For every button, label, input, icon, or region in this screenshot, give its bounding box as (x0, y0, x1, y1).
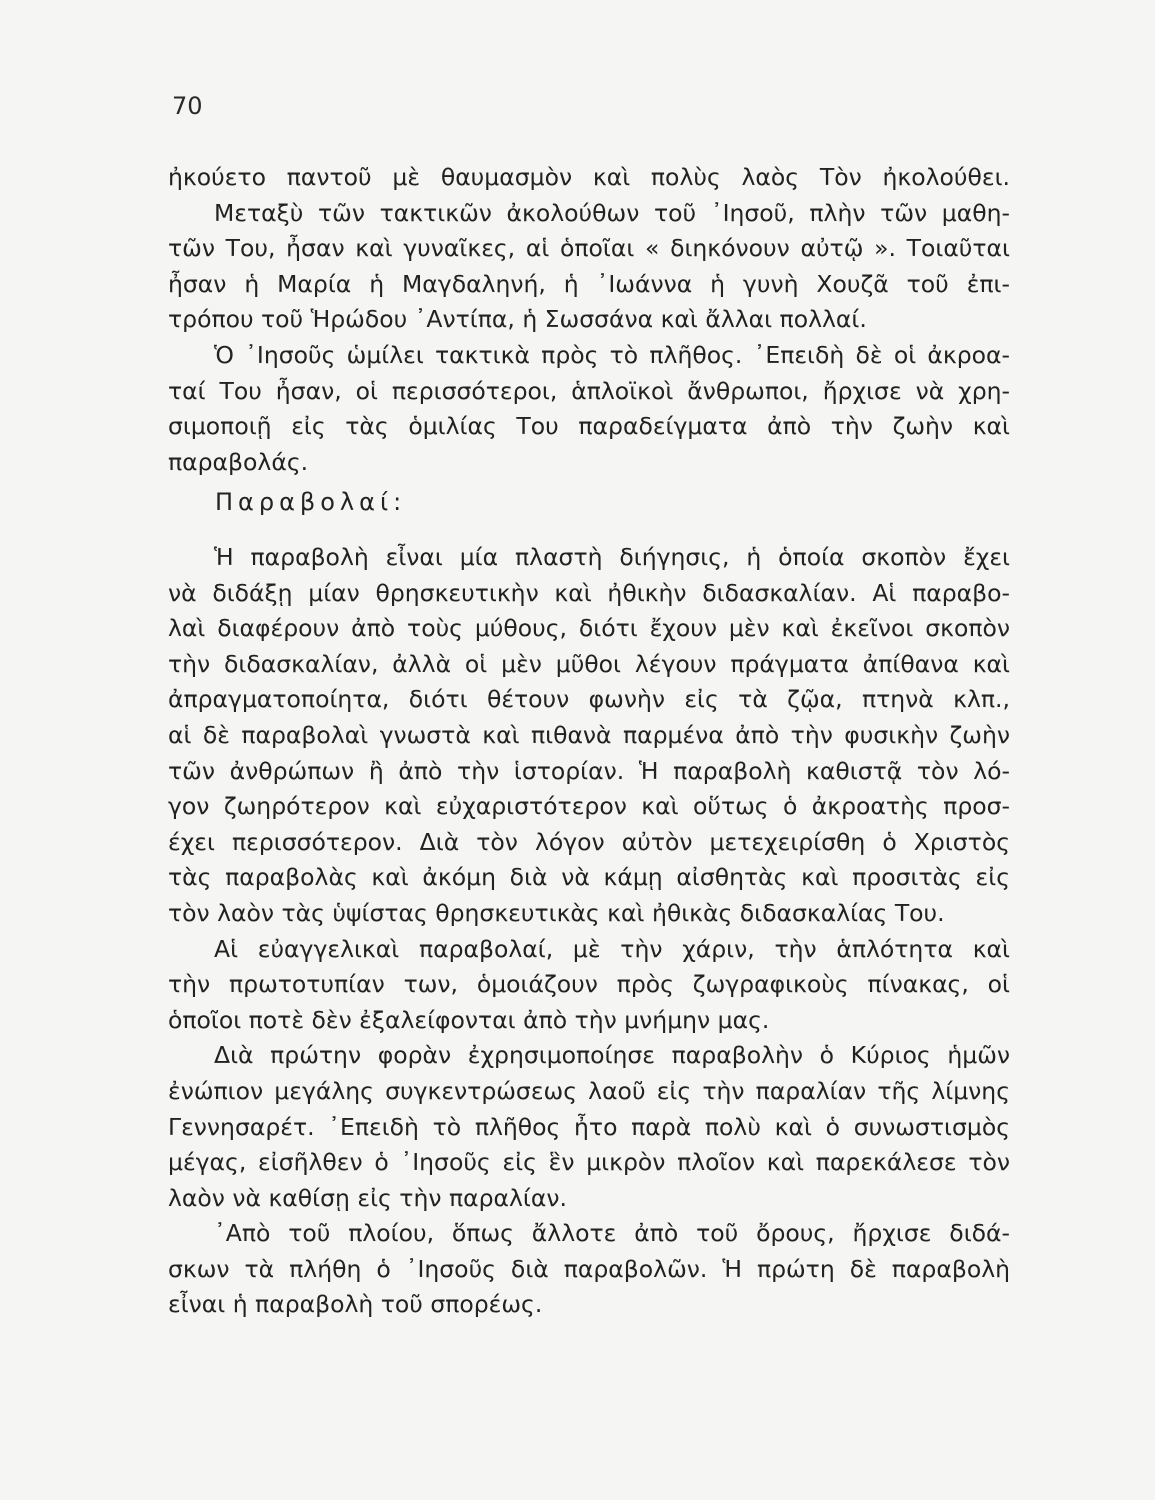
text-line: λαὶ διαφέρουν ἀπὸ τοὺς μύθους, διότι ἔχουν μὲν καὶ ἐκεῖνοι σκοπὸν (168, 614, 1010, 643)
text-line: λαὸν νὰ καθίσῃ εἰς τὴν παραλίαν. (168, 1183, 567, 1212)
text-line: Ἡ παραβολὴ εἶναι μία πλαστὴ διήγησις, ἡ ὁποία σκοπὸν ἔχει (214, 543, 1010, 571)
text-line: τὴν πρωτοτυπίαν των, ὁμοιάζουν πρὸς ζωγραφικοὺς πίνακας, οἱ (168, 970, 1010, 999)
text-line: ἀπραγματοποίητα, διότι θέτουν φωνὴν εἰς τὰ ζῷα, πτηνὰ κλπ., (168, 685, 1010, 714)
text-line: νὰ διδάξῃ μίαν θρησκευτικὴν καὶ ἠθικὴν διδασκαλίαν. Αἱ παραβο- (168, 578, 1010, 607)
page-number: 70 (172, 92, 203, 120)
text-line: σκων τὰ πλήθη ὁ ᾿Ιησοῦς διὰ παραβολῶν. Ἡ πρώτη δὲ παραβολὴ (168, 1254, 1010, 1283)
intro-paragraphs (168, 160, 1010, 480)
text-line: σιμοποιῇ εἰς τὰς ὁμιλίας Του παραδείγματα ἀπὸ τὴν ζωὴν καὶ (168, 412, 1010, 441)
text-line: τῶν ἀνθρώπων ἢ ἀπὸ τὴν ἱστορίαν. Ἡ παραβολὴ καθιστᾷ τὸν λό- (168, 756, 1010, 785)
text-line: ἐνώπιον μεγάλης συγκεντρώσεως λαοῦ εἰς τὴν παραλίαν τῆς λίμνης (168, 1076, 1010, 1105)
text-line: ὁποῖοι ποτὲ δὲν ἐξαλείφονται ἀπὸ τὴν μνήμην μας. (168, 1005, 770, 1034)
text-line: γον ζωηρότερον καὶ εὐχαριστότερον καὶ οὕτως ὁ ἀκροατὴς προσ- (168, 792, 1010, 821)
text-line: τὴν διδασκαλίαν, ἀλλὰ οἱ μὲν μῦθοι λέγουν πράγματα ἀπίθανα καὶ (168, 649, 1010, 678)
text-line: Ὁ ᾿Ιησοῦς ὡμίλει τακτικὰ πρὸς τὸ πλῆθος. ᾿Επειδὴ δὲ οἱ ἀκροα- (214, 340, 1010, 369)
text-line: Γεννησαρέτ. ᾿Επειδὴ τὸ πλῆθος ἦτο παρὰ πολὺ καὶ ὁ συνωστισμὸς (168, 1112, 1010, 1141)
text-line: ᾿Απὸ τοῦ πλοίου, ὅπως ἄλλοτε ἀπὸ τοῦ ὄρους, ἤρχισε διδά- (214, 1219, 1010, 1248)
text-line: Αἱ εὐαγγελικαὶ παραβολαί, μὲ τὴν χάριν, τὴν ἁπλότητα καὶ (214, 934, 1010, 963)
text-line: Μεταξὺ τῶν τακτικῶν ἀκολούθων τοῦ ᾿Ιησοῦ, πλὴν τῶν μαθη- (214, 198, 1010, 227)
text-line: έχει περισσότερον. Διὰ τὸν λόγον αὐτὸν μετεχειρίσθη ὁ Χριστὸς (168, 827, 1010, 856)
text-line: τὰς παραβολὰς καὶ ἀκόμη διὰ νὰ κάμῃ αἰσθητὰς καὶ προσιτὰς εἰς (168, 863, 1010, 892)
text-line: αἱ δὲ παραβολαὶ γνωστὰ καὶ πιθανὰ παρμένα ἀπὸ τὴν φυσικὴν ζωὴν (168, 720, 1010, 749)
text-line: ἦσαν ἡ Μαρία ἡ Μαγδαληνή, ἡ ᾿Ιωάννα ἡ γυνὴ Χουζᾶ τοῦ ἐπι- (168, 269, 1010, 298)
text-line: παραβολάς. (168, 447, 309, 476)
text-line: μέγας, εἰσῆλθεν ὁ ᾿Ιησοῦς εἰς ἓν μικρὸν πλοῖον καὶ παρεκάλεσε τὸν (168, 1148, 1010, 1177)
text-line: ἠκούετο παντοῦ μὲ θαυμασμὸν καὶ πολὺς λαὸς Τὸν ἠκολούθει. (168, 163, 1010, 191)
parables-paragraphs (168, 540, 1010, 1323)
text-line: τῶν Του, ἦσαν καὶ γυναῖκες, αἱ ὁποῖαι « διηκόνουν αὐτῷ ». Τοιαῦται (168, 234, 1010, 263)
text-line: τὸν λαὸν τὰς ὑψίστας θρησκευτικὰς καὶ ἠθικὰς διδασκαλίας Του. (168, 898, 945, 927)
section-heading: Παραβολαί: (215, 488, 407, 516)
text-line: ταί Του ἦσαν, οἱ περισσότεροι, ἁπλοϊκοὶ ἄνθρωποι, ἤρχισε νὰ χρη- (168, 376, 1010, 405)
text-line: Διὰ πρώτην φορὰν ἐχρησιμοποίησε παραβολὴν ὁ Κύριος ἡμῶν (214, 1041, 1010, 1070)
text-line: τρόπου τοῦ Ἡρώδου ᾿Αντίπα, ἡ Σωσσάνα καὶ ἄλλαι πολλαί. (168, 305, 867, 334)
text-line: εἶναι ἡ παραβολὴ τοῦ σπορέως. (168, 1290, 543, 1319)
